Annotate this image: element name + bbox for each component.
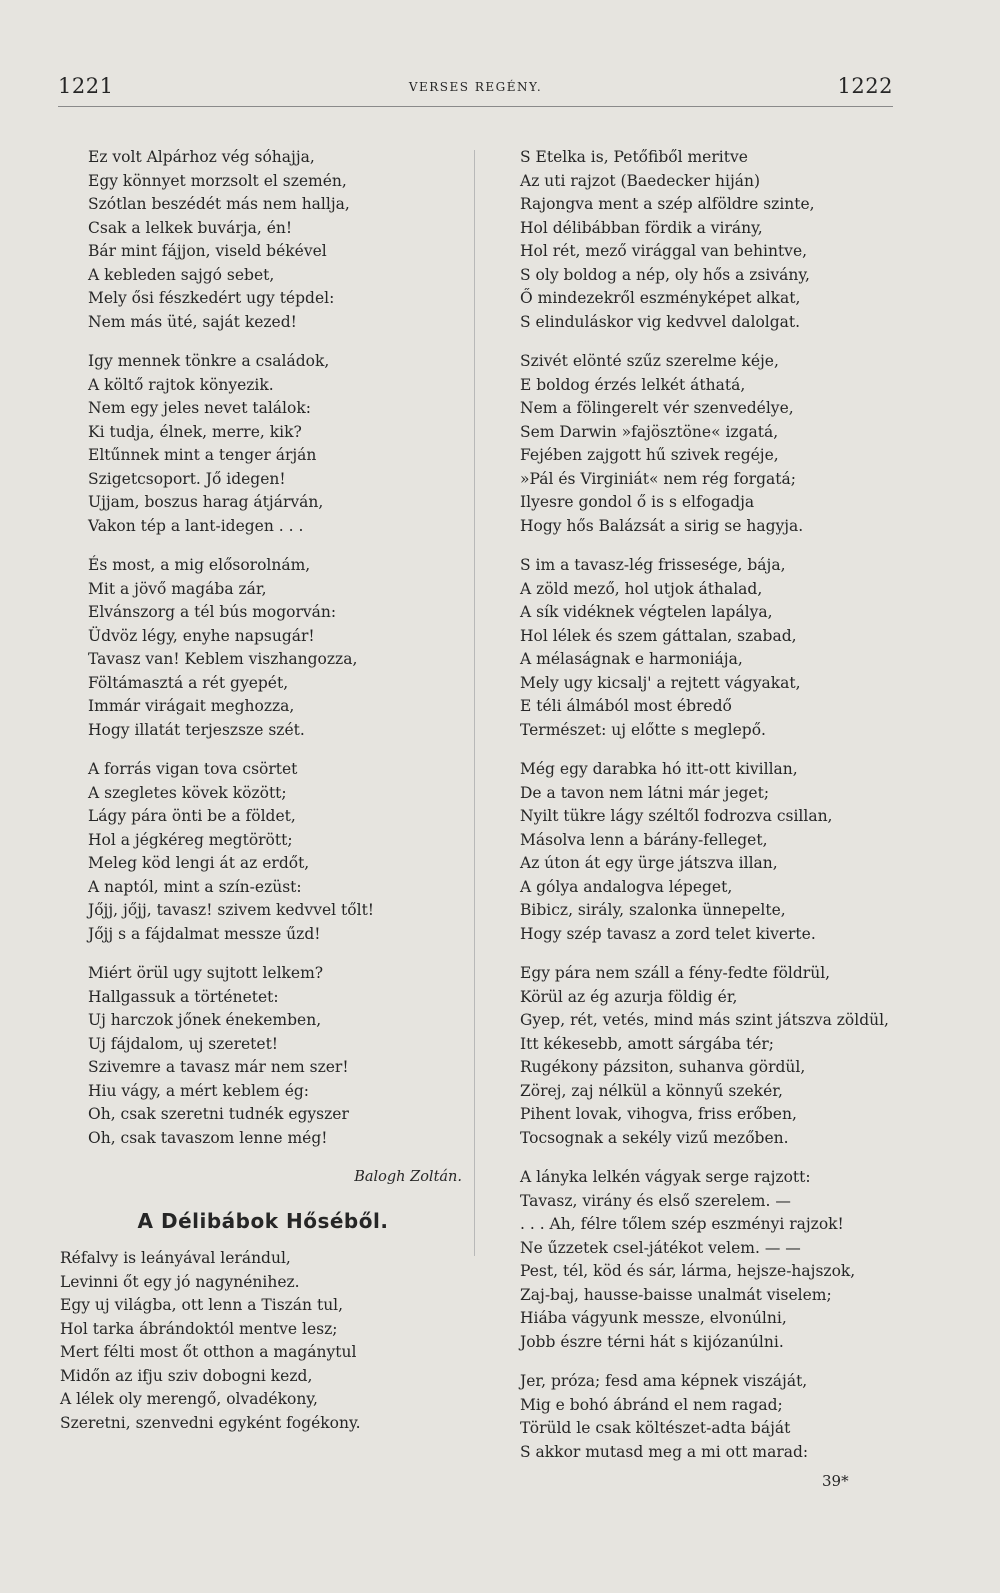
- verse-line: Oh, csak tavaszom lenne még!: [88, 1128, 328, 1147]
- stanza: [88, 146, 468, 334]
- author-signature: Balogh Zoltán.: [354, 1169, 462, 1185]
- verse-line: Nyilt tükre lágy széltől fodrozva csillan,: [520, 807, 833, 825]
- verse-line: Gyep, rét, vetés, mind más szint játszva zöldül,: [520, 1011, 889, 1029]
- verse-line: Lágy pára önti be a földet,: [88, 807, 296, 825]
- verse-line: Tavasz, virány és első szerelem. —: [520, 1191, 791, 1210]
- verse-line: Hol lélek és szem gáttalan, szabad,: [520, 626, 797, 645]
- verse-line: Mely ősi fészkedért ugy tépdel:: [88, 289, 335, 307]
- verse-line: Immár virágait meghozza,: [88, 697, 295, 715]
- right-page-number: 1222: [837, 74, 893, 98]
- verse-line: Tavasz van! Keblem viszhangozza,: [88, 650, 358, 668]
- verse-line: Hol tarka ábrándoktól mentve lesz;: [60, 1319, 338, 1338]
- verse-line: Hallgassuk a történetet:: [88, 987, 279, 1006]
- verse-line: Üdvöz légy, enyhe napsugár!: [88, 626, 315, 645]
- verse-line: Hol délibábban fördik a virány,: [520, 218, 763, 237]
- verse-line: Mert félti most őt otthon a magánytul: [60, 1343, 357, 1361]
- verse-line: A költő rajtok könyezik.: [88, 375, 274, 394]
- verse-line: Nem a fölingerelt vér szenvedélye,: [520, 399, 794, 417]
- stanza: [520, 758, 910, 946]
- verse-line: Jőjj s a fájdalmat messze űzd!: [88, 924, 321, 943]
- verse-line: »Pál és Virginiát« nem rég forgatá;: [520, 469, 796, 488]
- verse-line: Vakon tép a lant-idegen . . .: [88, 516, 304, 535]
- verse-line: Ő mindezekről eszményképet alkat,: [520, 289, 801, 307]
- signature-mark: 39*: [822, 1472, 849, 1490]
- verse-line: A lányka lelkén vágyak serge rajzott:: [520, 1168, 811, 1186]
- verse-line: Fejében zajgott hű szivek regéje,: [520, 446, 779, 464]
- verse-line: Meleg köd lengi át az erdőt,: [88, 854, 310, 872]
- verse-line: Egy uj világba, ott lenn a Tiszán tul,: [60, 1296, 344, 1314]
- verse-line: A zöld mező, hol utjok áthalad,: [520, 579, 763, 598]
- verse-line: Elvánszorg a tél bús mogorván:: [88, 603, 337, 621]
- verse-line: Csak a lelkek buvárja, én!: [88, 218, 293, 237]
- verse-line: A sík vidéknek végtelen lapálya,: [520, 603, 773, 621]
- verse-line: Pihent lovak, vihogva, friss erőben,: [520, 1105, 797, 1123]
- verse-line: Hol a jégkéreg megtörött;: [88, 830, 293, 849]
- verse-line: Rajongva ment a szép alföldre szinte,: [520, 195, 815, 213]
- stanza: [520, 554, 910, 742]
- verse-line: S Etelka is, Petőfiből meritve: [520, 148, 748, 166]
- verse-line: Szivemre a tavasz már nem szer!: [88, 1058, 349, 1076]
- stanza: [60, 1247, 468, 1435]
- verse-line: Midőn az ifju sziv dobogni kezd,: [60, 1366, 313, 1385]
- verse-line: Jer, próza; fesd ama képnek viszáját,: [520, 1372, 808, 1390]
- verse-line: Egy pára nem száll a fény-fedte földrül,: [520, 964, 831, 982]
- verse-line: Hogy illatát terjeszsze szét.: [88, 720, 305, 739]
- verse-line: Szeretni, szenvedni egyként fogékony.: [60, 1413, 361, 1432]
- verse-line: Mit a jövő magába zár,: [88, 579, 267, 598]
- verse-line: Hiu vágy, a mért keblem ég:: [88, 1081, 310, 1100]
- verse-line: Ez volt Alpárhoz vég sóhajja,: [88, 148, 315, 166]
- verse-line: Föltámasztá a rét gyepét,: [88, 673, 289, 692]
- verse-line: Hiába vágyunk messze, elvonúlni,: [520, 1309, 787, 1327]
- verse-line: Levinni őt egy jó nagynénihez.: [60, 1272, 300, 1291]
- stanza: [88, 962, 468, 1150]
- verse-line: Tocsognak a sekély vizű mezőben.: [520, 1128, 789, 1147]
- verse-line: Hogy hős Balázsát a sirig se hagyja.: [520, 516, 804, 535]
- verse-line: Uj harczok jőnek énekemben,: [88, 1011, 322, 1029]
- verse-line: Oh, csak szeretni tudnék egyszer: [88, 1105, 349, 1123]
- stanza: [520, 1166, 910, 1354]
- verse-line: Mely ugy kicsalj' a rejtett vágyakat,: [520, 673, 801, 692]
- verse-line: Természet: uj előtte s meglepő.: [520, 720, 766, 739]
- verse-line: Miért örül ugy sujtott lelkem?: [88, 964, 324, 982]
- verse-line: A forrás vigan tova csörtet: [88, 760, 298, 778]
- header-rule: [58, 106, 893, 107]
- verse-line: Nem egy jeles nevet találok:: [88, 399, 311, 417]
- verse-line: Az uti rajzot (Baedecker hiján): [520, 171, 761, 190]
- verse-line: Az úton át egy ürge játszva illan,: [520, 854, 778, 872]
- left-column: [60, 146, 468, 1451]
- verse-line: Ki tudja, élnek, merre, kik?: [88, 422, 302, 441]
- verse-line: Uj fájdalom, uj szeretet!: [88, 1034, 279, 1053]
- verse-line: A szegletes kövek között;: [88, 783, 287, 802]
- right-column: [520, 146, 910, 1480]
- poem-title: A Délibábok Hőséből.: [137, 1209, 389, 1233]
- stanza: [520, 1370, 910, 1464]
- verse-line: Jőjj, jőjj, tavasz! szivem kedvvel tőlt!: [88, 901, 375, 919]
- verse-line: Ujjam, boszus harag átjárván,: [88, 493, 324, 511]
- verse-line: Szigetcsoport. Jő idegen!: [88, 469, 286, 488]
- verse-line: Igy mennek tönkre a családok,: [88, 352, 330, 370]
- verse-line: Réfalvy is leányával lerándul,: [60, 1249, 291, 1267]
- page-header: [58, 74, 893, 104]
- verse-line: S oly boldog a nép, oly hős a zsivány,: [520, 265, 810, 284]
- verse-line: De a tavon nem látni már jeget;: [520, 783, 770, 802]
- verse-line: Jobb észre térni hát s kijózanúlni.: [520, 1332, 784, 1351]
- verse-line: Eltűnnek mint a tenger árján: [88, 446, 317, 464]
- verse-line: Bár mint fájjon, viseld békével: [88, 242, 327, 260]
- column-divider: [474, 150, 475, 1256]
- verse-line: Rugékony pázsiton, suhanva gördül,: [520, 1058, 806, 1076]
- running-title: VERSES REGÉNY.: [408, 80, 543, 94]
- verse-line: Körül az ég azurja földig ér,: [520, 987, 738, 1006]
- verse-line: E téli álmából most ébredő: [520, 697, 732, 715]
- verse-line: Itt kékesebb, amott sárgába tér;: [520, 1034, 775, 1053]
- verse-line: Zörej, zaj nélkül a könnyű szekér,: [520, 1081, 783, 1100]
- stanza: [520, 350, 910, 538]
- verse-line: S im a tavasz-lég frissesége, bája,: [520, 556, 786, 574]
- verse-line: Zaj-baj, hausse-baisse unalmát viselem;: [520, 1285, 832, 1304]
- stanza: [88, 554, 468, 742]
- stanza: [520, 962, 910, 1150]
- verse-line: Másolva lenn a bárány-felleget,: [520, 830, 768, 849]
- verse-line: A naptól, mint a szín-ezüst:: [88, 877, 302, 896]
- stanza: [88, 350, 468, 538]
- verse-line: Még egy darabka hó itt-ott kivillan,: [520, 760, 798, 778]
- verse-line: Egy könnyet morzsolt el szemén,: [88, 171, 347, 190]
- verse-line: A kebleden sajgó sebet,: [88, 265, 275, 284]
- verse-line: Pest, tél, köd és sár, lárma, hejsze-hajszok,: [520, 1262, 856, 1280]
- verse-line: S akkor mutasd meg a mi ott marad:: [520, 1442, 809, 1461]
- verse-line: . . . Ah, félre tőlem szép eszményi rajzok!: [520, 1215, 844, 1233]
- verse-line: Bibicz, sirály, szalonka ünnepelte,: [520, 901, 786, 919]
- verse-line: Hogy szép tavasz a zord telet kiverte.: [520, 924, 816, 943]
- verse-line: És most, a mig elősorolnám,: [88, 556, 311, 574]
- verse-line: Sem Darwin »fajösztöne« izgatá,: [520, 422, 779, 441]
- verse-line: A mélaságnak e harmoniája,: [520, 650, 743, 668]
- stanza: [88, 758, 468, 946]
- verse-line: Szótlan beszédét más nem hallja,: [88, 195, 350, 213]
- verse-line: S elinduláskor vig kedvvel dalolgat.: [520, 312, 801, 331]
- verse-line: Ne űzzetek csel-játékot velem. — —: [520, 1238, 801, 1257]
- stanza: [520, 146, 910, 334]
- left-page-number: 1221: [58, 74, 114, 98]
- verse-line: Hol rét, mező virággal van behintve,: [520, 242, 808, 260]
- verse-line: E boldog érzés lelkét áthatá,: [520, 375, 746, 394]
- verse-line: Ilyesre gondol ő is s elfogadja: [520, 493, 755, 511]
- verse-line: Szivét elönté szűz szerelme kéje,: [520, 352, 779, 370]
- verse-line: A gólya andalogva lépeget,: [520, 877, 733, 896]
- verse-line: Mig e bohó ábránd el nem ragad;: [520, 1395, 783, 1414]
- verse-line: Törüld le csak költészet-adta báját: [520, 1419, 791, 1437]
- verse-line: Nem más üté, saját kezed!: [88, 312, 297, 331]
- verse-line: A lélek oly merengő, olvadékony,: [60, 1390, 318, 1408]
